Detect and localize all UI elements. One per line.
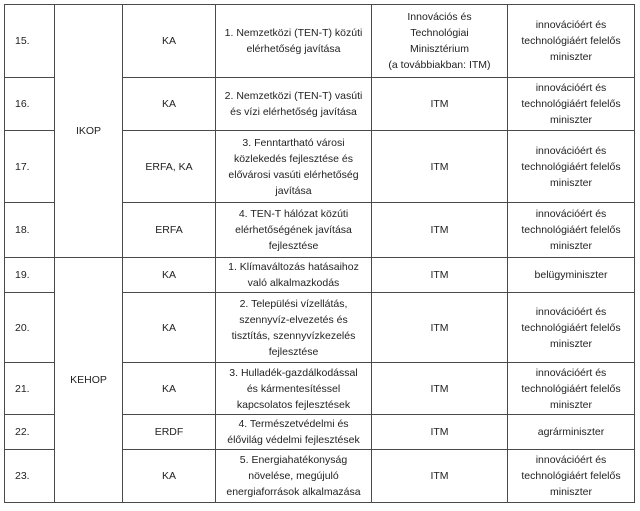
fund-cell: KA <box>123 258 216 293</box>
fund-cell: ERDF <box>123 415 216 450</box>
table-row <box>5 5 635 78</box>
priority-cell: 5. Energiahatékonyság növelése, megújuló energiaforrások alkalmazása <box>216 450 372 503</box>
row-number: 20. <box>5 293 55 363</box>
fund-cell: KA <box>123 5 216 78</box>
minister-cell: innovációért és technológiáért felelős miniszter <box>508 450 635 503</box>
managing-body-cell: Innovációs és Technológiai Minisztérium (a továbbiakban: ITM) <box>372 5 508 78</box>
row-number: 16. <box>5 78 55 131</box>
row-number: 19. <box>5 258 55 293</box>
fund-cell: KA <box>123 293 216 363</box>
fund-cell: KA <box>123 78 216 131</box>
fund-cell: ERFA, KA <box>123 131 216 203</box>
minister-cell: innovációért és technológiáért felelős miniszter <box>508 293 635 363</box>
operational-program: KEHOP <box>55 258 123 503</box>
managing-body-cell: ITM <box>372 78 508 131</box>
managing-body-cell: ITM <box>372 203 508 258</box>
row-number: 22. <box>5 415 55 450</box>
priority-cell: 2. Nemzetközi (TEN-T) vasúti és vízi elérhetőség javítása <box>216 78 372 131</box>
priority-cell: 4. Természetvédelmi és élővilág védelmi fejlesztések <box>216 415 372 450</box>
minister-cell: innovációért és technológiáért felelős miniszter <box>508 5 635 78</box>
minister-cell: innovációért és technológiáért felelős miniszter <box>508 131 635 203</box>
managing-body-cell: ITM <box>372 293 508 363</box>
fund-cell: KA <box>123 363 216 415</box>
minister-cell: innovációért és technológiáért felelős miniszter <box>508 203 635 258</box>
minister-cell: innovációért és technológiáért felelős miniszter <box>508 78 635 131</box>
priority-cell: 1. Nemzetközi (TEN-T) közúti elérhetőség javítása <box>216 5 372 78</box>
priority-cell: 1. Klímaváltozás hatásaihoz való alkalmazkodás <box>216 258 372 293</box>
managing-body-cell: ITM <box>372 131 508 203</box>
operational-program: IKOP <box>55 5 123 258</box>
fund-cell: KA <box>123 450 216 503</box>
row-number: 21. <box>5 363 55 415</box>
managing-body-cell: ITM <box>372 415 508 450</box>
row-number: 15. <box>5 5 55 78</box>
priority-cell: 3. Fenntartható városi közlekedés fejlesztése és elővárosi vasúti elérhetőség javítása <box>216 131 372 203</box>
row-number: 23. <box>5 450 55 503</box>
program-table <box>4 4 635 503</box>
minister-cell: agrárminiszter <box>508 415 635 450</box>
fund-cell: ERFA <box>123 203 216 258</box>
minister-cell: innovációért és technológiáért felelős miniszter <box>508 363 635 415</box>
managing-body-cell: ITM <box>372 363 508 415</box>
managing-body-cell: ITM <box>372 450 508 503</box>
row-number: 18. <box>5 203 55 258</box>
table-row <box>5 258 635 293</box>
managing-body-cell: ITM <box>372 258 508 293</box>
priority-cell: 3. Hulladék-gazdálkodással és kármentesítéssel kapcsolatos fejlesztések <box>216 363 372 415</box>
priority-cell: 2. Települési vízellátás, szennyvíz-elvezetés és tisztítás, szennyvízkezelés fejlesztése <box>216 293 372 363</box>
priority-cell: 4. TEN-T hálózat közúti elérhetőségének javítása fejlesztése <box>216 203 372 258</box>
row-number: 17. <box>5 131 55 203</box>
minister-cell: belügyminiszter <box>508 258 635 293</box>
